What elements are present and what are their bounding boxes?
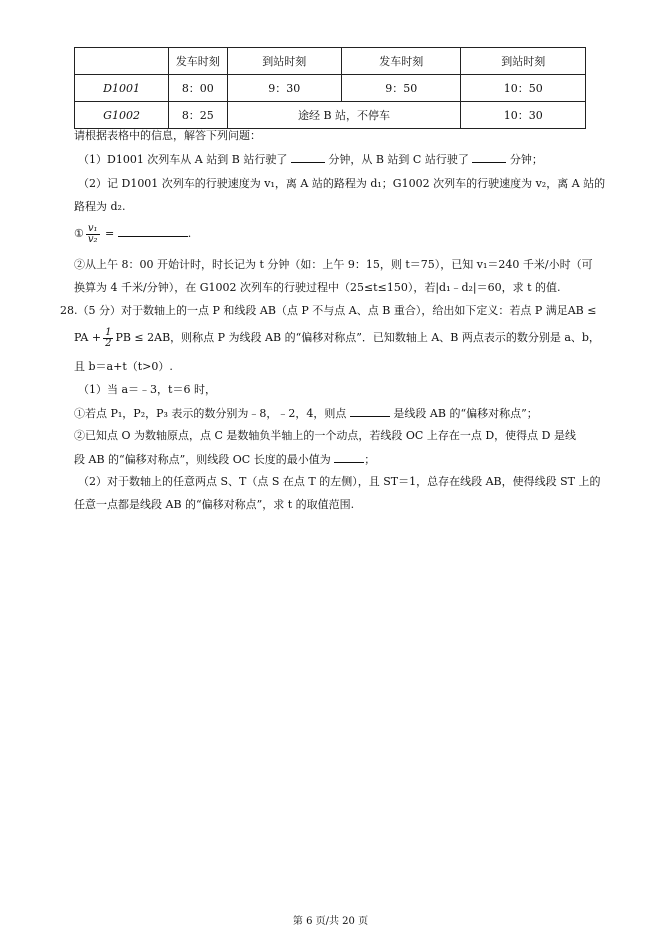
page-footer: 第 6 页/共 20 页 — [292, 916, 369, 927]
question-text: 分钟，从 B 站到 C 站行驶了 — [328, 153, 469, 166]
train-id-cell: D1001 — [75, 75, 169, 102]
answer-blank[interactable] — [334, 451, 364, 463]
table-header-cell: 到站时刻 — [461, 48, 586, 75]
problem-28-part-1-sub-2-line-2 — [74, 451, 611, 468]
table-cell: 8：25 — [169, 102, 227, 129]
table-header-cell: 发车时刻 — [342, 48, 461, 75]
answer-blank[interactable] — [350, 405, 390, 417]
table-cell: 9：30 — [227, 75, 342, 102]
problem-text: PA + — [74, 331, 102, 344]
problem-28-part-2-line-1: （2）对于数轴上的任意两点 S、T（点 S 在点 T 的左侧），且 ST＝1，总存在线段 AB，使得线段 ST 上的 — [78, 475, 601, 488]
table-cell: 10：30 — [461, 102, 586, 129]
table-row — [75, 102, 586, 129]
problem-text: 是线段 AB 的“偏移对称点”； — [393, 407, 538, 420]
answer-blank[interactable] — [472, 151, 506, 163]
problem-text: PB ≤ 2AB，则称点 P 为线段 AB 的“偏移对称点”．已知数轴上 A、B 两点表示的数分别是 a、b， — [115, 331, 600, 344]
answer-blank[interactable] — [291, 151, 325, 163]
question-2-part-2-line-2: 换算为 4 千米/分钟），在 G1002 次列车的行驶过程中（25≤t≤150），若|d₁﹣d₂|＝60，求 t 的值. — [74, 281, 561, 294]
period: . — [187, 227, 192, 240]
equals-sign: = — [105, 227, 115, 240]
problem-28-part-2-line-2: 任意一点都是线段 AB 的“偏移对称点”，求 t 的取值范围. — [74, 498, 355, 511]
problem-28-part-1: （1）当 a＝﹣3，t＝6 时， — [78, 383, 216, 396]
problem-28-line-1: 28.（5 分）对于数轴上的一点 P 和线段 AB（点 P 不与点 A、点 B 重合），给出如下定义：若点 P 满足AB ≤ — [60, 304, 597, 317]
problem-28-line-3: 且 b＝a+t（t>0）. — [74, 360, 173, 373]
table-cell: 8：00 — [169, 75, 227, 102]
table-row — [75, 75, 586, 102]
table-cell: 9：50 — [342, 75, 461, 102]
question-text: （1）D1001 次列车从 A 站到 B 站行驶了 — [78, 153, 288, 166]
train-id-cell: G1002 — [75, 102, 169, 129]
problem-text: 段 AB 的“偏移对称点”，则线段 OC 长度的最小值为 — [74, 453, 331, 466]
intro-text: 请根据表格中的信息，解答下列问题： — [74, 129, 261, 142]
question-text: 分钟； — [509, 153, 543, 166]
question-2-part-1 — [74, 222, 611, 246]
fraction-numerator: v₁ — [87, 222, 98, 234]
fraction-denominator: v₂ — [87, 233, 98, 245]
table-cell: 10：50 — [461, 75, 586, 102]
question-2-part-2-line-1: ②从上午 8：00 开始计时，时长记为 t 分钟（如：上午 9：15，则 t＝75），已知 v₁＝240 千米/小时（可 — [74, 258, 593, 271]
velocity-ratio-fraction — [86, 224, 100, 245]
problem-28-part-1-sub-2-line-1: ②已知点 O 为数轴原点，点 C 是数轴负半轴上的一个动点，若线段 OC 上存在一点 D，使得点 D 是线 — [74, 429, 576, 442]
one-half-fraction — [103, 328, 113, 349]
table-header-cell: 发车时刻 — [169, 48, 227, 75]
table-header-cell — [75, 48, 169, 75]
question-1 — [78, 151, 611, 168]
problem-text: ①若点 P₁，P₂，P₃ 表示的数分别为﹣8，﹣2，4，则点 — [74, 407, 347, 420]
table-header-cell: 到站时刻 — [227, 48, 342, 75]
table-merged-note-cell: 途经 B 站，不停车 — [227, 102, 461, 129]
question-2-line-1: （2）记 D1001 次列车的行驶速度为 v₁，离 A 站的路程为 d₁；G1002 次列车的行驶速度为 v₂，离 A 站的 — [78, 177, 606, 190]
problem-text: ； — [364, 453, 376, 466]
question-2-line-2: 路程为 d₂. — [74, 200, 126, 213]
fraction-numerator: 1 — [105, 326, 112, 338]
fraction-denominator: 2 — [105, 337, 112, 349]
table-header-row — [75, 48, 586, 75]
train-schedule-table — [74, 47, 586, 129]
circled-number: ① — [74, 227, 84, 240]
problem-28-line-2 — [74, 326, 611, 350]
answer-blank[interactable] — [118, 225, 188, 237]
problem-28-part-1-sub-1 — [74, 405, 611, 422]
